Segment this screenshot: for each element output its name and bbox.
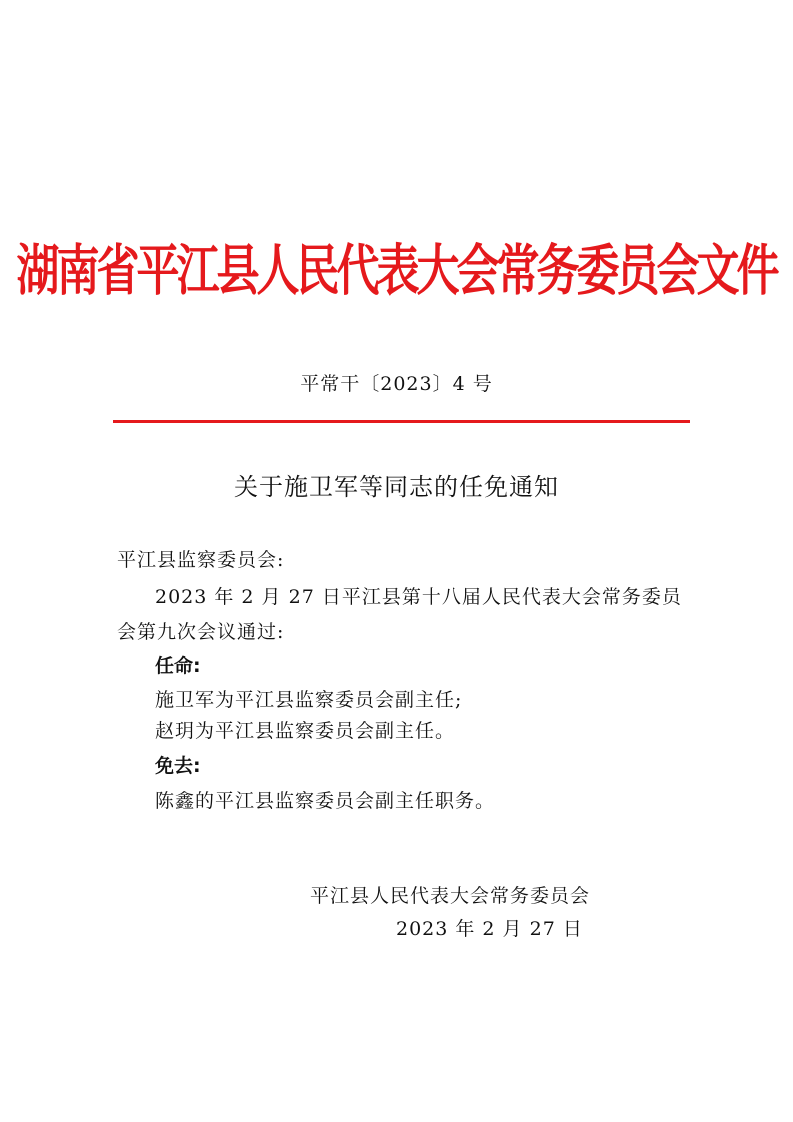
appointment-item: 赵玥为平江县监察委员会副主任。 xyxy=(155,720,456,742)
intro-line-2: 会第九次会议通过: xyxy=(117,621,285,643)
intro-line-1: 2023 年 2 月 27 日平江县第十八届人民代表大会常务委员 xyxy=(155,586,682,608)
remove-label: 免去: xyxy=(155,755,201,777)
removal-item: 陈鑫的平江县监察委员会副主任职务。 xyxy=(155,790,496,812)
signature-date: 2023 年 2 月 27 日 xyxy=(396,918,583,940)
document-header-title: 湖南省平江县人民代表大会常务委员会文件 xyxy=(16,239,777,304)
appoint-label: 任命: xyxy=(155,655,201,677)
notice-title: 关于施卫军等同志的任免通知 xyxy=(234,473,559,501)
document-number: 平常干〔2023〕4 号 xyxy=(300,373,493,395)
appointment-item: 施卫军为平江县监察委员会副主任; xyxy=(155,689,463,711)
addressee: 平江县监察委员会: xyxy=(117,549,285,571)
signature-org: 平江县人民代表大会常务委员会 xyxy=(310,885,591,907)
red-divider-line xyxy=(113,420,690,423)
